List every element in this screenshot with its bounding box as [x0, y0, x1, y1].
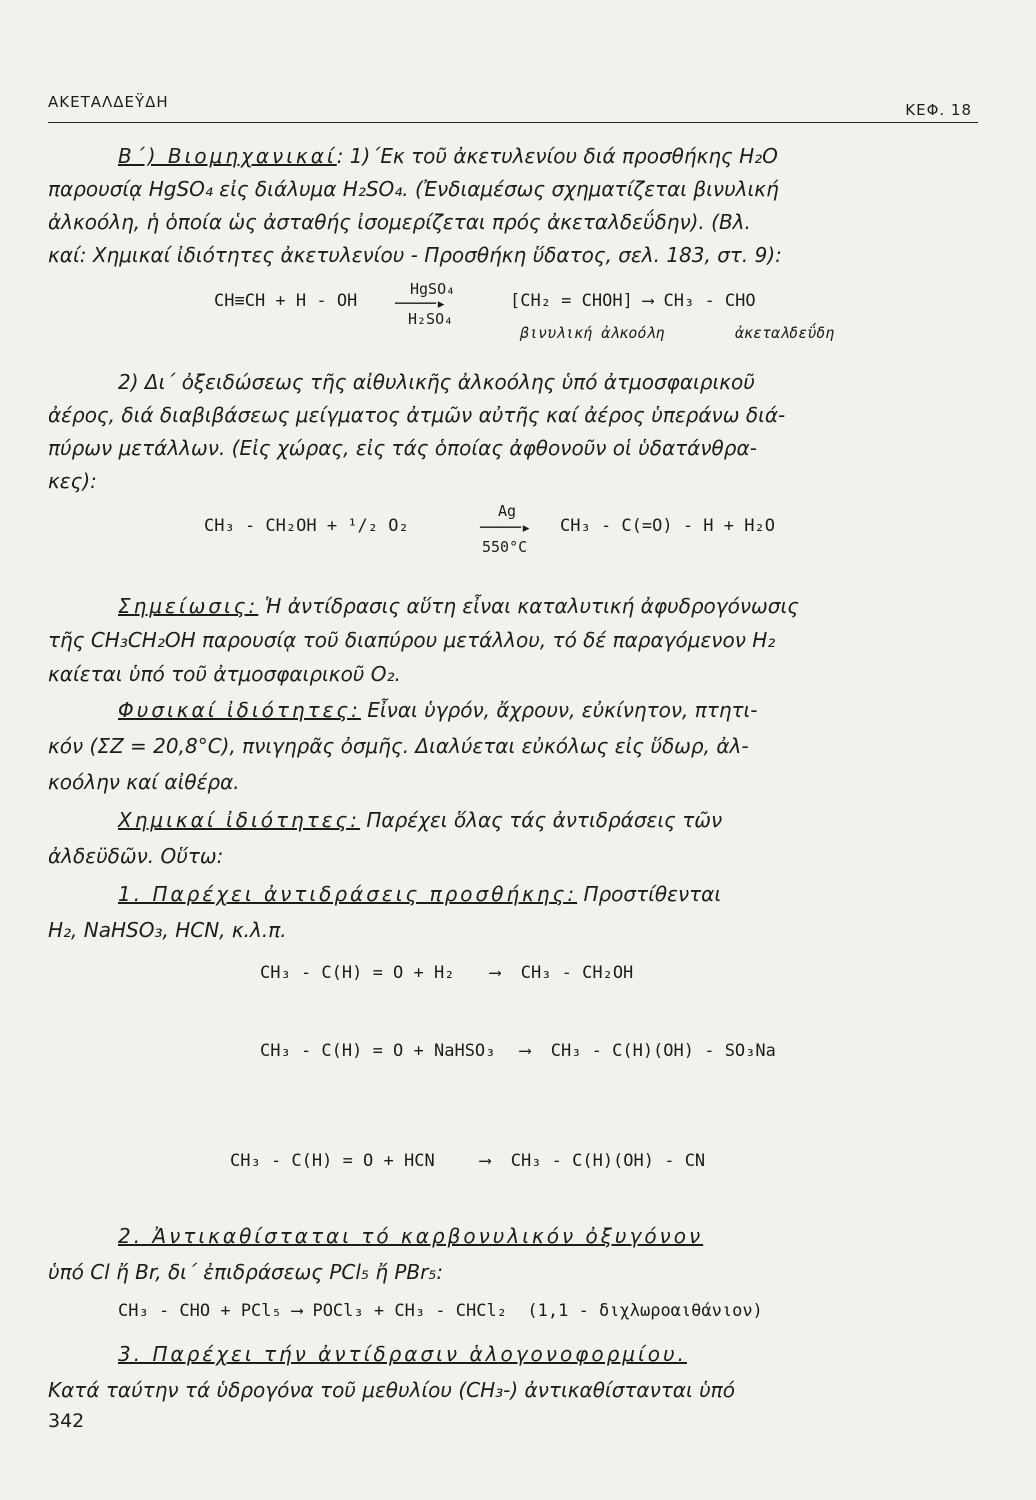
section-2-line1: 2) Δι΄ ὀξειδώσεως τῆς αἰθυλικῆς ἀλκοόλης ὑπό ἀτμοσφαιρικοῦ: [118, 370, 755, 394]
physical-text1: Εἶναι ὑγρόν, ἄχρουν, εὐκίνητον, πτητι-: [367, 698, 758, 722]
section-2-line2: ἀέρος, διά διαβιβάσεως μείγματος ἀτμῶν αὐτῆς καί ἀέρος ὑπεράνω διά-: [48, 403, 786, 427]
chemical-line1: [118, 806, 988, 834]
eq2-catalyst-top: Ag: [498, 502, 517, 520]
physical-line3: κοόλην καί αἰθέρα.: [48, 770, 240, 794]
eq1-catalyst-bottom: H₂SO₄: [408, 310, 454, 328]
header-title: ΑΚΕΤΑΛΔΕΫΔΗ: [48, 93, 169, 111]
section-b-text1: : 1)΄Εκ τοῦ ἀκετυλενίου διά προσθήκης H₂O: [336, 144, 778, 168]
eq1-label-vinyl: βινυλική ἀλκοόλη: [520, 324, 665, 342]
item2-heading: 2. Ἀντικαθίσταται τό καρβονυλικόν ὀξυγόνον: [118, 1224, 704, 1248]
chemical-heading: Χημικαί ἰδιότητες:: [118, 808, 361, 832]
item3-heading: 3. Παρέχει τήν ἀντίδρασιν ἁλογονοφορμίου.: [118, 1342, 687, 1366]
section-b-line4: καί: Χημικαί ἰδιότητες ἀκετυλενίου - Προσθήκη ὕδατος, σελ. 183, στ. 9):: [48, 243, 782, 267]
chemical-line2: ἀλδεϋδῶν. Οὕτω:: [48, 844, 224, 868]
item1-line2: H₂, NaHSO₃, HCN, κ.λ.π.: [48, 918, 287, 942]
section-2-line3: πύρων μετάλλων. (Εἰς χώρας, εἰς τάς ὁποίας ἀφθονοῦν οἱ ὑδατάνθρα-: [48, 436, 757, 460]
item1-heading: 1. Παρέχει ἀντιδράσεις προσθήκης:: [118, 882, 578, 906]
section-b-heading: Β΄) Βιομηχανικαί: [118, 144, 337, 168]
physical-line1: [118, 696, 988, 724]
rx2-rhs: ⟶ CH₃ - C(H)(OH) - SO₃Na: [520, 1041, 776, 1061]
eq2-lhs: CH₃ - CH₂OH + ¹/₂ O₂: [204, 516, 409, 536]
item1-text1: Προστίθενται: [583, 882, 722, 906]
section-b-line3: ἀλκοόλη, ἡ ὁποία ὡς ἀσταθής ἰσομερίζεται πρός ἀκεταλδεΰδην). (Βλ.: [48, 210, 751, 234]
physical-line2: κόν (ΣΖ = 20,8°C), πνιγηρᾶς ὀσμῆς. Διαλύεται εὐκόλως εἰς ὕδωρ, ἀλ-: [48, 734, 749, 758]
eq2-rhs: CH₃ - C(=O) - H + H₂O: [560, 516, 775, 536]
item2-line1: [118, 1222, 988, 1250]
physical-heading: Φυσικαί ἰδιότητες:: [118, 698, 361, 722]
item1-line1: [118, 880, 988, 908]
note-heading: Σημείωσις:: [118, 594, 259, 618]
section-b-line2: παρουσίᾳ HgSO₄ εἰς διάλυμα H₂SO₄. (Ἐνδιαμέσως σχηματίζεται βινυλική: [48, 177, 779, 201]
chemical-text1: Παρέχει ὅλας τάς ἀντιδράσεις τῶν: [366, 808, 723, 832]
item2-line2: ὑπό Cl ἤ Br, δι΄ ἐπιδράσεως PCl₅ ἤ PBr₅:: [48, 1260, 444, 1284]
eq2-catalyst-bottom: 550°C: [482, 538, 528, 556]
eq1-arrow: ────▸: [395, 294, 447, 314]
rx1-rhs: ⟶ CH₃ - CH₂OH: [490, 963, 634, 983]
rx3-lhs: CH₃ - C(H) = O + HCN: [230, 1151, 435, 1171]
note-line1: [118, 592, 988, 620]
section-b-line1: [118, 142, 988, 170]
note-line2: τῆς CH₃CH₂OH παρουσίᾳ τοῦ διαπύρου μετάλλου, τό δέ παραγόμενον H₂: [48, 628, 776, 652]
header-chapter: ΚΕΦ. 18: [905, 101, 972, 119]
eq1-product: [CH₂ = CHOH] ⟶ CH₃ - CHO: [510, 291, 756, 311]
rx1-lhs: CH₃ - C(H) = O + H₂: [260, 963, 455, 983]
note-text1: Ἡ ἀντίδρασις αὕτη εἶναι καταλυτική ἀφυδρογόνωσις: [264, 594, 799, 618]
page-number: 342: [48, 1410, 85, 1432]
eq1-label-acetaldehyde: ἀκεταλδεΰδη: [735, 324, 835, 342]
section-2-line4: κες):: [48, 469, 97, 493]
eq1-lhs: CH≡CH + H - OH: [214, 291, 358, 311]
eq2-arrow: ────▸: [480, 518, 532, 538]
rx2-lhs: CH₃ - C(H) = O + NaHSO₃: [260, 1041, 496, 1061]
item3-line2: Κατά ταύτην τά ὑδρογόνα τοῦ μεθυλίου (CH₃-) ἀντικαθίστανται ὑπό: [48, 1378, 735, 1402]
item3-line1: [118, 1340, 988, 1368]
header-rule: [48, 122, 978, 123]
item2-equation: CH₃ - CHO + PCl₅ ⟶ POCl₃ + CH₃ - CHCl₂ (1,1 - διχλωροαιθάνιον): [118, 1301, 763, 1321]
eq1-catalyst-top: HgSO₄: [410, 280, 456, 298]
note-line3: καίεται ὑπό τοῦ ἀτμοσφαιρικοῦ O₂.: [48, 662, 401, 686]
rx3-rhs: ⟶ CH₃ - C(H)(OH) - CN: [480, 1151, 706, 1171]
